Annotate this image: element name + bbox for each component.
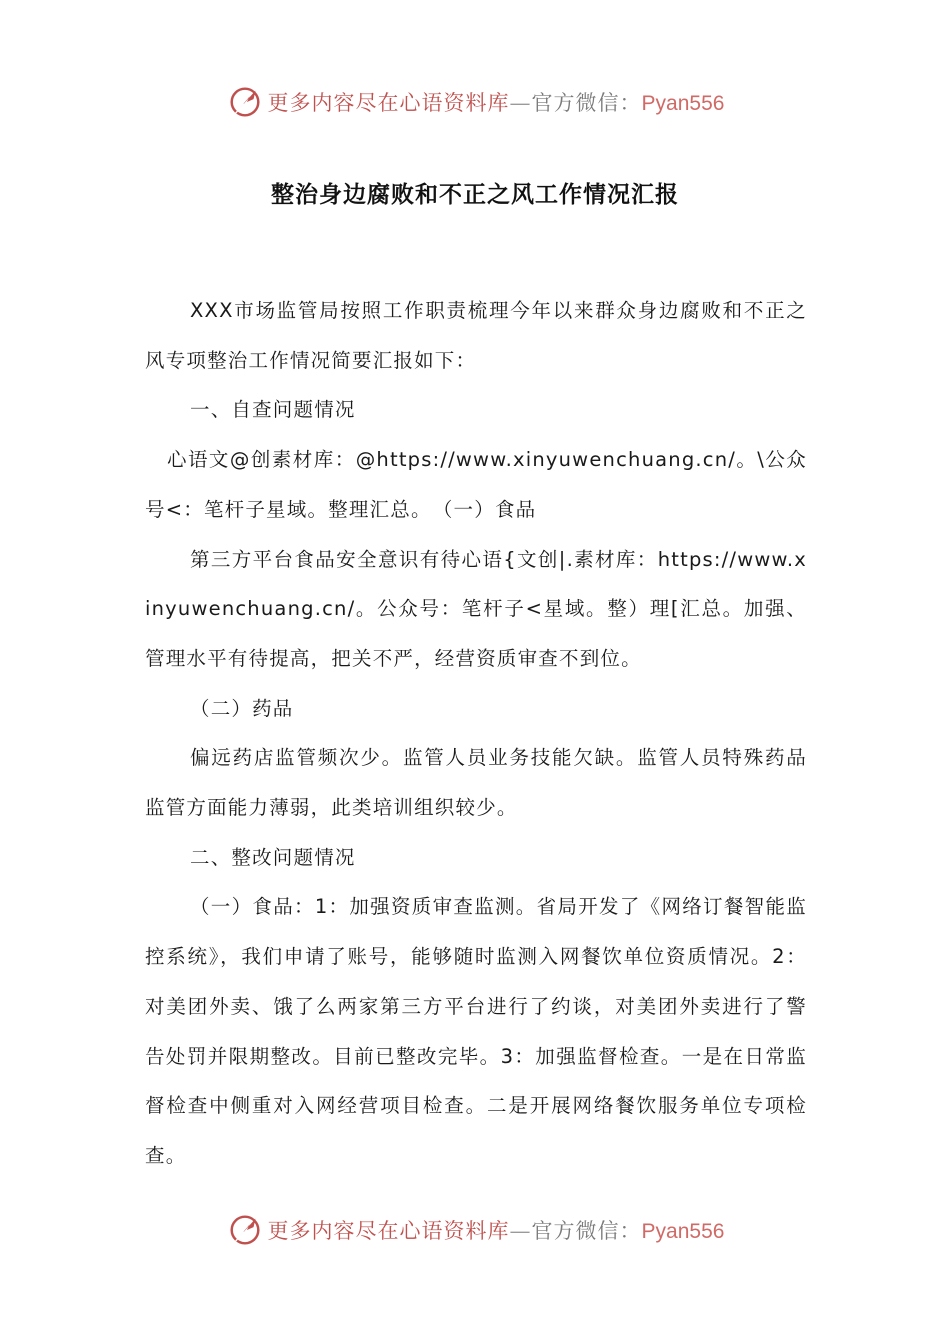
paragraph-watermark-food: 心语文@创素材库：@https://www.xinyuwenchuang.cn/。\公众号<：笔杆子星域。整理汇总。 （一）食品 (145, 448, 807, 521)
footer-banner (0, 1208, 950, 1252)
quill-pen-logo-icon (226, 83, 264, 121)
paragraph-drug-issues: 偏远药店监管频次少。监管人员业务技能欠缺。监管人员特殊药品监管方面能力薄弱，此类培训组织较少。 (145, 746, 807, 820)
document-body (145, 286, 807, 1181)
heading-drugs: （二）药品 (190, 696, 294, 720)
banner-text (268, 1215, 725, 1245)
paragraph-food-rectification: （一）食品：1：加强资质审查监测。省局开发了《网络订餐智能监控系统》，我们申请了账号，能够随时监测入网餐饮单位资质情况。2：对美团外卖、饿了么两家第三方平台进行了约谈，对美团外卖进行了警告处罚并限期整改。目前已整改完毕。3：加强监督检查。一是在日常监督检查中侧重对入网经营项目检查。二是开展网络餐饮服务单位专项检查。 (145, 895, 807, 1167)
document-title: 整治身边腐败和不正之风工作情况汇报 (271, 181, 679, 208)
banner-official-label: 官方微信： (531, 1219, 642, 1243)
header-banner (0, 80, 950, 124)
quill-pen-logo-icon (226, 1211, 264, 1249)
banner-site-text: 更多内容尽在心语资料库 (267, 1219, 510, 1243)
heading-rectification: 二、整改问题情况 (190, 845, 356, 869)
banner-site-text: 更多内容尽在心语资料库 (267, 91, 510, 115)
paragraph-food-issues: 第三方平台食品安全意识有待心语{文创|.素材库：https://www.xinyuwenchuang.cn/。公众号：笔杆子<星域。整）理[汇总。加强、管理水平有待提高，把关不严，经营资质审查不到位。 (145, 547, 807, 670)
banner-official-label: 官方微信： (531, 91, 642, 115)
heading-self-check: 一、自查问题情况 (190, 398, 356, 422)
banner-account: Pyan556 (641, 1220, 725, 1243)
banner-account: Pyan556 (641, 92, 725, 115)
banner-text (268, 87, 725, 117)
banner-dash: — (509, 91, 532, 115)
banner-dash: — (509, 1219, 532, 1243)
paragraph-intro: XXX市场监管局按照工作职责梳理今年以来群众身边腐败和不正之风专项整治工作情况简要汇报如下： (145, 299, 807, 372)
